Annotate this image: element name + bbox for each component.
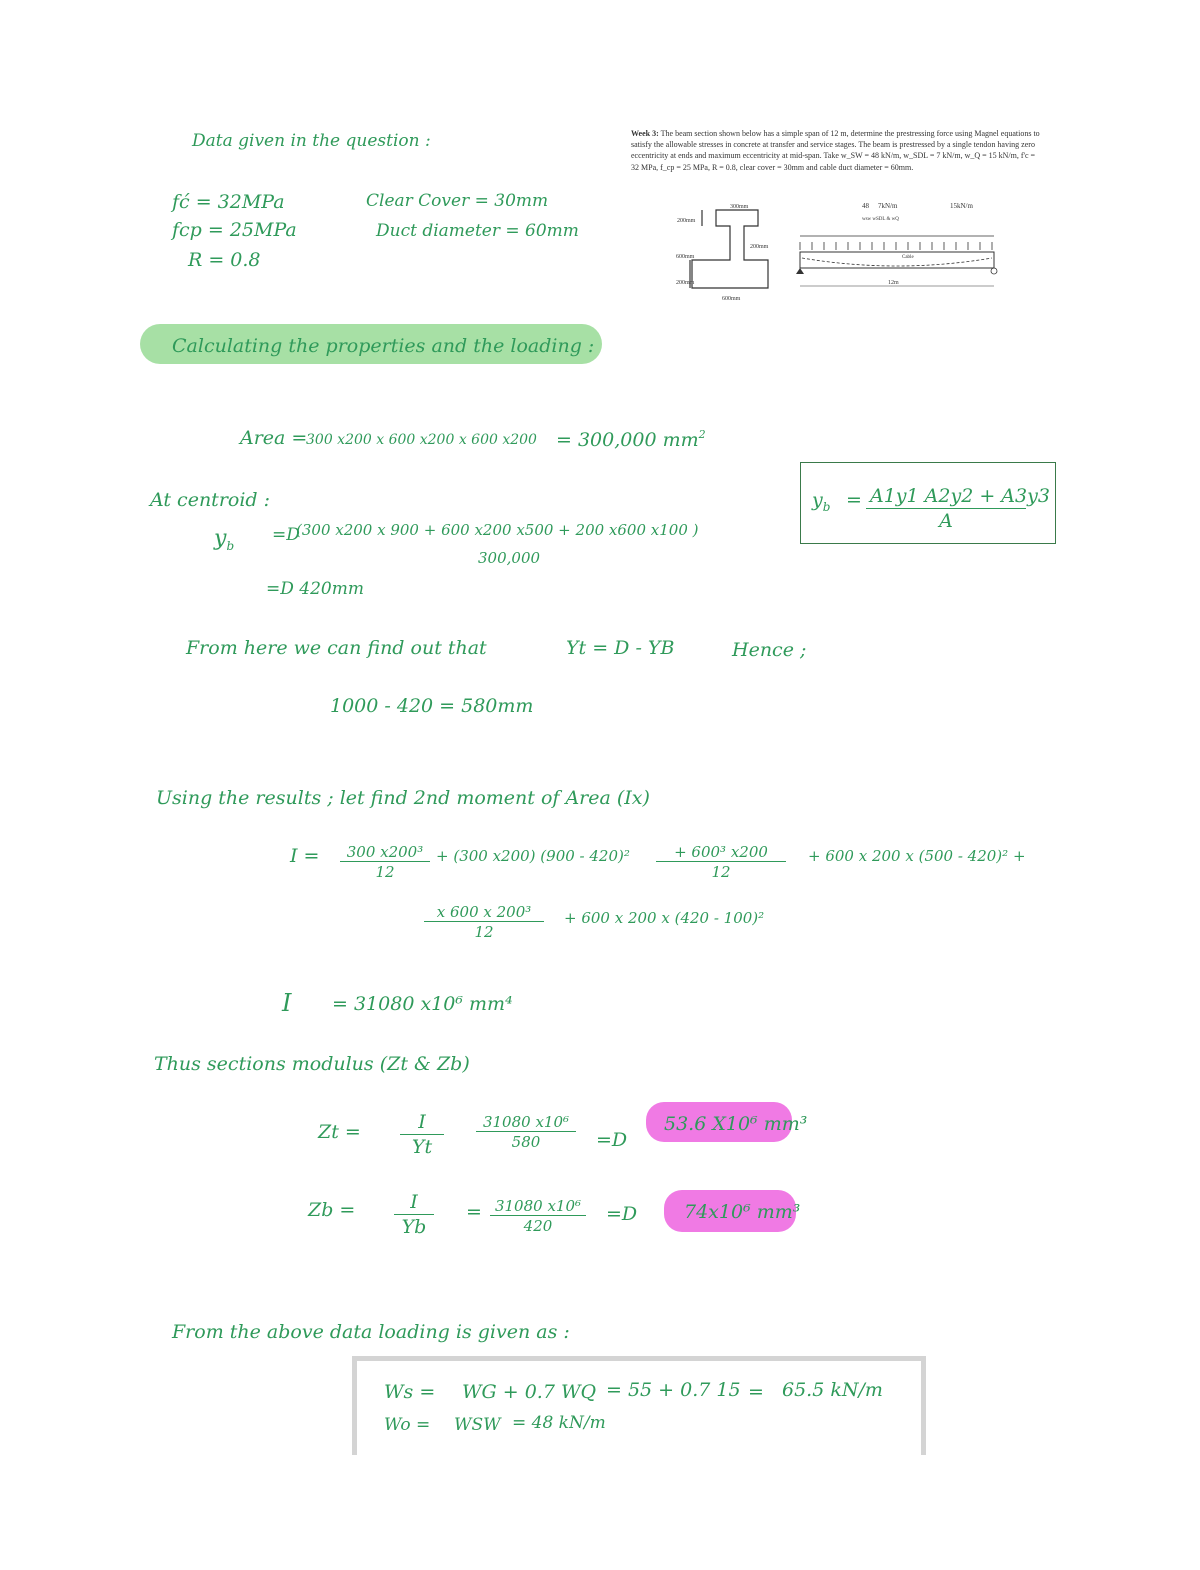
load-sub: wsw wSDL & wQ: [862, 217, 899, 222]
ws-eq: =: [748, 1381, 764, 1403]
dim-top: 300mm: [730, 204, 749, 210]
zt-fraction-num: I: [400, 1112, 444, 1135]
area-result: [556, 430, 706, 452]
centroid-result: =D 420mm: [266, 579, 364, 599]
moment-term3: [656, 844, 786, 882]
zb-value: [490, 1198, 586, 1236]
ws-lhs: Ws =: [384, 1381, 436, 1403]
question-reference: [631, 128, 1041, 173]
loading-heading: From the above data loading is given as :: [172, 1321, 570, 1343]
zt-value-den: 580: [511, 1133, 541, 1152]
box-yb-main: y: [812, 489, 823, 511]
box-fraction: [866, 485, 1050, 533]
question-week: Week 3:: [631, 129, 659, 138]
moment-term6: + 600 x 200 x (420 - 100)²: [564, 909, 765, 927]
area-result-value: = 300,000 mm: [556, 429, 699, 451]
dim-web-height: 600mm: [676, 254, 695, 260]
cable-label: Cable: [902, 255, 914, 260]
given-heading: Data given in the question :: [192, 131, 431, 151]
centroid-arrow: =D: [272, 525, 300, 545]
moment-term5: [424, 904, 544, 942]
moment-term3-den: 12: [711, 863, 731, 882]
box-yb: [812, 490, 830, 512]
load-sdl: 7kN/m: [878, 202, 898, 210]
zt-value-num: 31080 x10⁶: [476, 1114, 576, 1132]
zb-fraction-num: I: [394, 1192, 434, 1215]
yt-text: From here we can find out that: [186, 637, 487, 659]
zt-value: [476, 1114, 576, 1152]
centroid-yb: [214, 526, 234, 551]
moment-heading: Using the results ; let find 2nd moment of Area (Ix): [156, 787, 650, 809]
yt-formula: Yt = D - YB: [566, 637, 675, 659]
dim-bottom: 600mm: [722, 296, 741, 302]
given-fcp: fcp = 25MPa: [172, 219, 297, 241]
zt-fraction: [400, 1112, 444, 1159]
centroid-yb-sub: b: [226, 539, 235, 553]
yt-hence: Hence ;: [732, 639, 807, 661]
moment-term1-num: 300 x200³: [340, 844, 430, 862]
given-cover: Clear Cover = 30mm: [366, 191, 549, 211]
zt-arrow: =D: [596, 1129, 628, 1151]
box-yb-sub: b: [822, 500, 831, 514]
centroid-numerator: (300 x200 x 900 + 600 x200 x500 + 200 x600 x100 ): [296, 521, 699, 539]
zt-fraction-den: Yt: [411, 1135, 433, 1158]
given-duct: Duct diameter = 60mm: [376, 221, 579, 241]
ws-calc: = 55 + 0.7 15: [606, 1379, 741, 1401]
moment-term5-num: x 600 x 200³: [424, 904, 544, 922]
beam-diagram: [630, 196, 1000, 306]
area-expr: 300 x200 x 600 x200 x 600 x200: [306, 432, 537, 448]
zt-lhs: Zt =: [318, 1121, 361, 1143]
moment-term1: [340, 844, 430, 882]
box-eq: =: [846, 489, 862, 511]
moment-term1-den: 12: [375, 863, 395, 882]
centroid-yb-main: y: [214, 526, 227, 551]
zb-value-num: 31080 x10⁶: [490, 1198, 586, 1216]
centroid-label: At centroid :: [150, 489, 271, 511]
box-fraction-num: A1y1 A2y2 + A3y3: [866, 486, 1026, 509]
given-fc: fć = 32MPa: [172, 191, 285, 213]
zb-lhs: Zb =: [308, 1199, 356, 1221]
wo-expr: WSW: [454, 1415, 501, 1435]
box-fraction-den: A: [939, 509, 953, 532]
moment-term4: + 600 x 200 x (500 - 420)² +: [808, 847, 1026, 865]
zb-fraction: [394, 1192, 434, 1239]
area-lhs: Area =: [240, 427, 308, 449]
zb-value-den: 420: [523, 1217, 553, 1236]
question-text: The beam section shown below has a simple span of 12 m, determine the prestressing force using Magnel equations to satisfy the allowable stresses in concrete at transfer and service stages. The beam is prestressed by a single tendon having zero eccentricity at ends and maximum eccentricity at mid-span. Take w_SW = 48 kN/m, w_SDL = 7 kN/m, w_Q = 15 kN/m, f'c = 32 MPa, f_cp = 25 MPa, R = 0.8, clear cover = 30mm and cable duct diameter = 60mm.: [631, 129, 1040, 172]
modulus-heading: Thus sections modulus (Zt & Zb): [154, 1053, 470, 1075]
ws-result: 65.5 kN/m: [782, 1379, 883, 1401]
banner-text: Calculating the properties and the loading :: [172, 335, 595, 357]
moment-result: = 31080 x10⁶ mm⁴: [332, 993, 513, 1015]
moment-i-lhs: I =: [290, 845, 320, 867]
dim-top-flange: 200mm: [677, 218, 696, 224]
centroid-denominator: 300,000: [478, 549, 541, 567]
given-r: R = 0.8: [188, 249, 261, 271]
area-result-sup: 2: [698, 428, 706, 441]
span-label: 12m: [888, 280, 899, 286]
zb-arrow: =D: [606, 1203, 638, 1225]
load-q: 15kN/m: [950, 202, 973, 210]
zb-result: 74x10⁶ mm³: [684, 1201, 801, 1223]
moment-result-lhs: I: [282, 989, 292, 1017]
ws-expr: WG + 0.7 WQ: [462, 1381, 597, 1403]
moment-term5-den: 12: [474, 923, 494, 942]
loading-box: [352, 1356, 926, 1455]
zt-result: 53.6 X10⁶ mm³: [664, 1113, 808, 1135]
moment-term2: + (300 x200) (900 - 420)²: [436, 847, 630, 865]
zb-fraction-den: Yb: [401, 1215, 427, 1238]
dim-bottom-flange: 200mm: [676, 280, 695, 286]
wo-result: = 48 kN/m: [512, 1413, 606, 1433]
load-sw: 48: [862, 202, 869, 210]
yt-calc: 1000 - 420 = 580mm: [330, 695, 534, 717]
zb-eq: =: [466, 1201, 482, 1223]
wo-lhs: Wo =: [384, 1415, 431, 1435]
moment-term3-num: + 600³ x200: [656, 844, 786, 862]
dim-web-width: 200mm: [750, 244, 769, 250]
